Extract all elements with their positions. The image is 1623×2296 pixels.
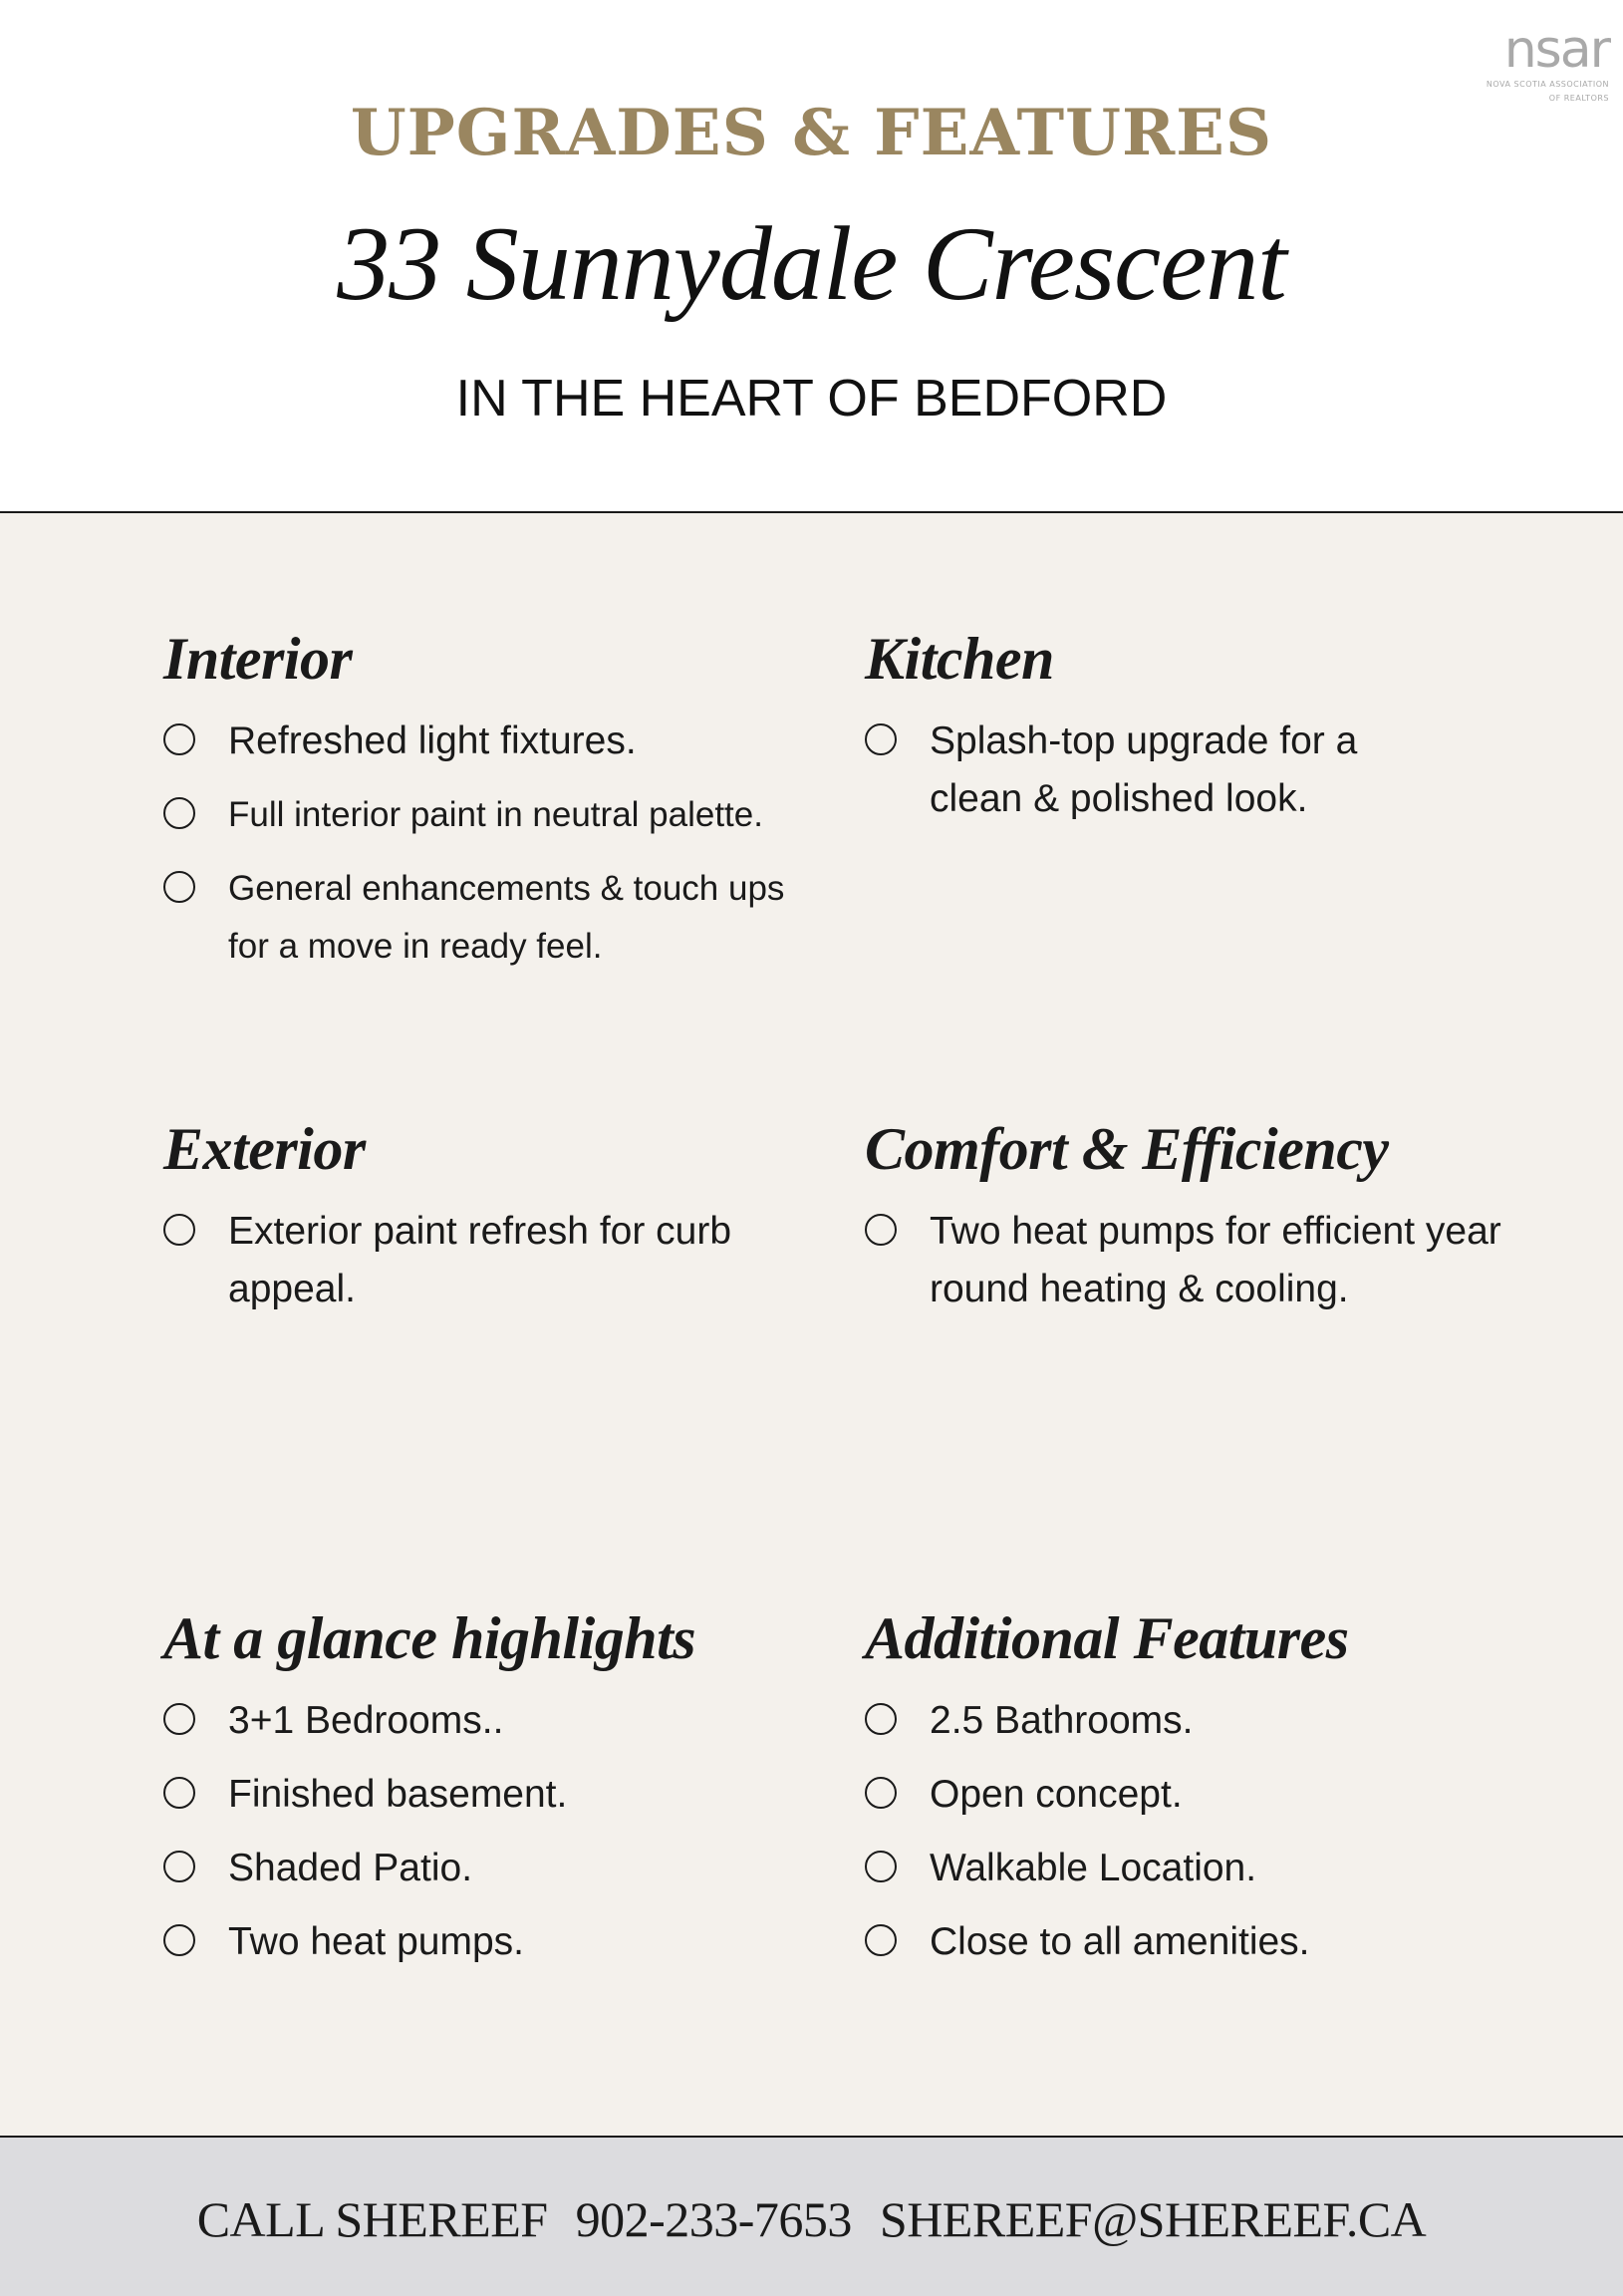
- list-item-text: Full interior paint in neutral palette.: [228, 795, 763, 834]
- page-subtitle: IN THE HEART OF BEDFORD: [455, 370, 1168, 428]
- exterior-list: [163, 1203, 801, 1318]
- highlights-list: [163, 1692, 801, 1971]
- list-item: [163, 786, 821, 844]
- footer-contact-bar: [0, 2136, 1623, 2296]
- eyebrow-heading: UPGRADES & FEATURES: [350, 96, 1273, 170]
- additional-list: [865, 1692, 1502, 1971]
- list-item-text: 3+1 Bedrooms..: [228, 1699, 504, 1742]
- list-item: [163, 1913, 801, 1971]
- section-exterior: [163, 1113, 801, 1334]
- footer-phone-link[interactable]: 902-233-7653: [575, 2191, 852, 2247]
- section-title-exterior: Exterior: [163, 1116, 366, 1182]
- list-item: [865, 1913, 1502, 1971]
- circle-bullet-icon: [865, 723, 897, 755]
- list-item-text: General enhancements & touch ups for a move in ready feel.: [228, 869, 785, 966]
- circle-bullet-icon: [865, 1851, 897, 1882]
- list-item: [163, 1766, 801, 1824]
- comfort-list: [865, 1203, 1502, 1318]
- circle-bullet-icon: [865, 1703, 897, 1735]
- circle-bullet-icon: [163, 723, 195, 755]
- section-kitchen: [865, 623, 1463, 844]
- nsar-logo: [1450, 20, 1609, 104]
- list-item: [163, 1203, 756, 1318]
- list-item-text: Open concept.: [930, 1773, 1183, 1816]
- features-content: [0, 513, 1623, 2136]
- list-item-text: Walkable Location.: [930, 1847, 1257, 1889]
- logo-subtitle-line2: OF REALTORS: [1548, 94, 1609, 103]
- section-title-additional: Additional Features: [865, 1605, 1349, 1671]
- list-item: [865, 1840, 1502, 1897]
- section-interior: [163, 623, 821, 992]
- list-item-text: Splash-top upgrade for a clean & polished look.: [930, 719, 1358, 820]
- logo-mark: nsar: [1503, 20, 1609, 80]
- footer-email-link[interactable]: SHEREEF@SHEREEF.CA: [879, 2191, 1427, 2247]
- list-item: [163, 1692, 801, 1750]
- section-title-interior: Interior: [163, 626, 353, 692]
- circle-bullet-icon: [163, 1851, 195, 1882]
- list-item-text: Shaded Patio.: [228, 1847, 473, 1889]
- list-item-text: Refreshed light fixtures.: [228, 719, 637, 762]
- list-item: [163, 713, 821, 770]
- section-highlights: [163, 1602, 801, 1987]
- circle-bullet-icon: [865, 1214, 897, 1246]
- section-title-kitchen: Kitchen: [865, 626, 1054, 692]
- section-title-comfort: Comfort & Efficiency: [865, 1116, 1389, 1182]
- list-item-text: Close to all amenities.: [930, 1920, 1310, 1963]
- list-item: [163, 860, 786, 976]
- list-item-text: 2.5 Bathrooms.: [930, 1699, 1194, 1742]
- interior-list: [163, 713, 821, 976]
- section-additional-features: [865, 1602, 1502, 1987]
- circle-bullet-icon: [163, 1703, 195, 1735]
- header: [0, 0, 1623, 513]
- list-item-text: Exterior paint refresh for curb appeal.: [228, 1210, 732, 1310]
- circle-bullet-icon: [163, 871, 195, 903]
- kitchen-list: [865, 713, 1463, 828]
- circle-bullet-icon: [163, 1214, 195, 1246]
- list-item: [865, 1203, 1527, 1318]
- circle-bullet-icon: [865, 1924, 897, 1956]
- list-item: [163, 1840, 801, 1897]
- footer-call-label: CALL SHEREEF: [196, 2191, 548, 2247]
- list-item-text: Two heat pumps.: [228, 1920, 524, 1963]
- circle-bullet-icon: [865, 1777, 897, 1809]
- list-item: [865, 1766, 1502, 1824]
- list-item-text: Finished basement.: [228, 1773, 568, 1816]
- list-item-text: Two heat pumps for efficient year round heating & cooling.: [930, 1210, 1501, 1310]
- circle-bullet-icon: [163, 1777, 195, 1809]
- circle-bullet-icon: [163, 1924, 195, 1956]
- list-item: [865, 1692, 1502, 1750]
- circle-bullet-icon: [163, 797, 195, 829]
- logo-subtitle-line1: NOVA SCOTIA ASSOCIATION: [1486, 80, 1609, 89]
- section-title-highlights: At a glance highlights: [163, 1605, 696, 1671]
- footer-contact: [0, 2189, 1623, 2249]
- section-comfort-efficiency: [865, 1113, 1502, 1334]
- page-title: 33 Sunnydale Crescent: [337, 205, 1286, 322]
- list-item: [865, 713, 1448, 828]
